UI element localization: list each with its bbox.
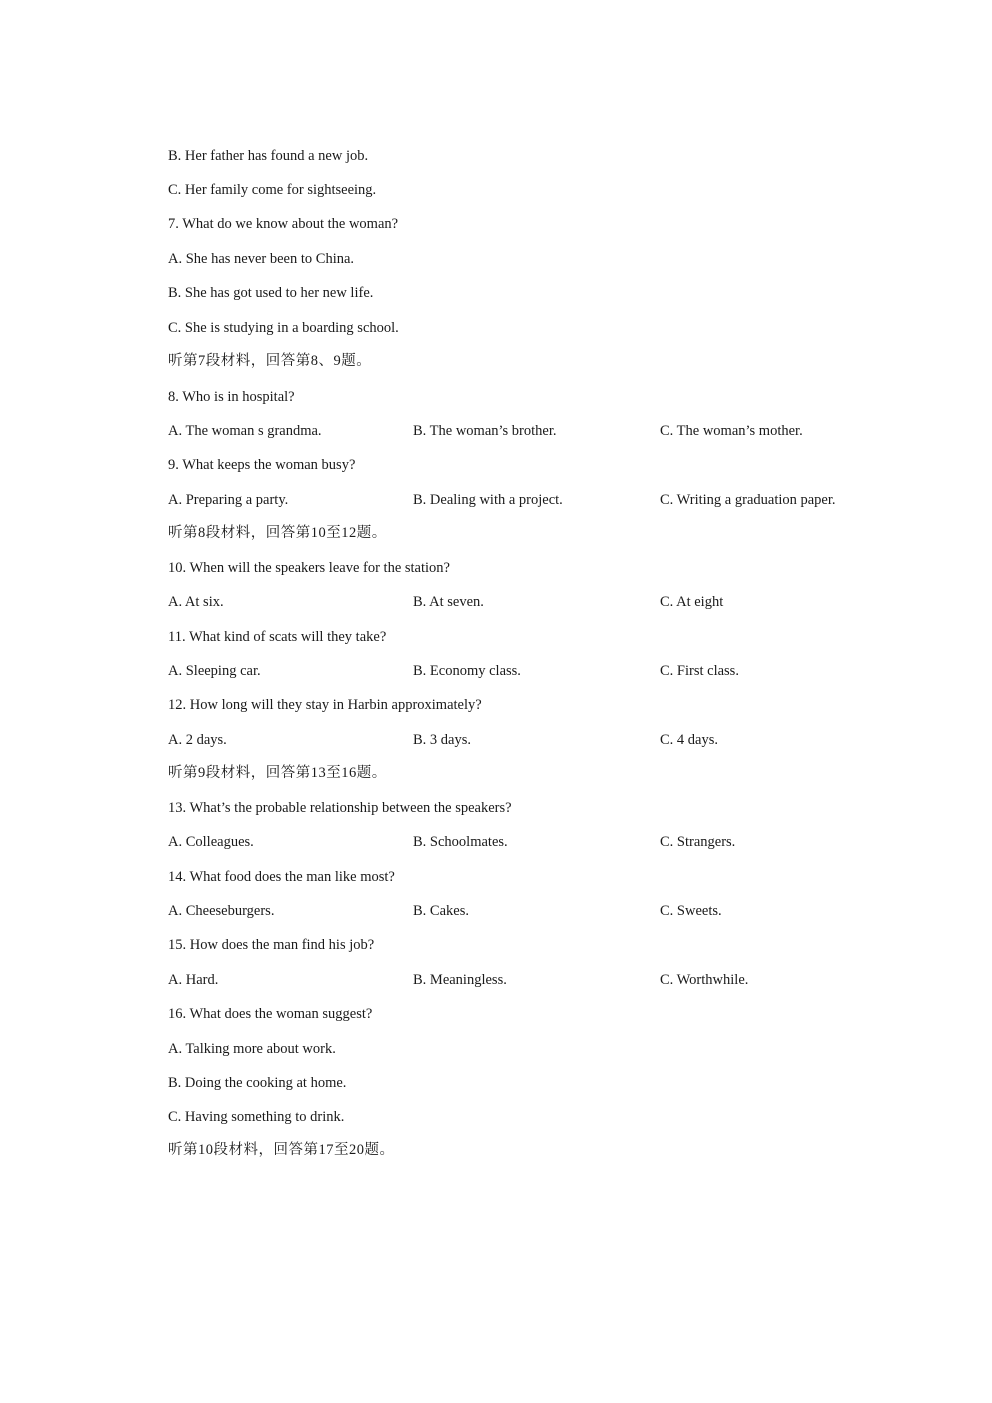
- option-11b: B. Economy class.: [413, 663, 521, 679]
- option-6c: C. Her family come for sightseeing.: [168, 182, 377, 198]
- option-9c: C. Writing a graduation paper.: [660, 492, 836, 508]
- options-row-8: [168, 422, 888, 440]
- option-6b: B. Her father has found a new job.: [168, 148, 369, 164]
- option-7c: C. She is studying in a boarding school.: [168, 320, 399, 336]
- option-12b: B. 3 days.: [413, 732, 471, 748]
- option-11a: A. Sleeping car.: [168, 663, 261, 679]
- option-8c: C. The woman’s mother.: [660, 423, 803, 439]
- option-15b: B. Meaningless.: [413, 972, 507, 988]
- option-8a: A. The woman s grandma.: [168, 423, 322, 439]
- section-instruction-8: 听第8段材料，回答第10至12题。: [168, 525, 387, 541]
- option-7a: A. She has never been to China.: [168, 251, 355, 267]
- option-16c: C. Having something to drink.: [168, 1109, 345, 1125]
- option-10b: B. At seven.: [413, 594, 484, 610]
- option-9b: B. Dealing with a project.: [413, 492, 563, 508]
- section-instruction-10: 听第10段材料，回答第17至20题。: [168, 1142, 395, 1158]
- options-row-12: [168, 731, 888, 749]
- option-8b: B. The woman’s brother.: [413, 423, 557, 439]
- options-row-13: [168, 833, 888, 851]
- option-14a: A. Cheeseburgers.: [168, 903, 275, 919]
- option-9a: A. Preparing a party.: [168, 492, 289, 508]
- question-13: 13. What’s the probable relationship between the speakers?: [168, 800, 512, 816]
- options-row-15: [168, 971, 888, 989]
- option-16b: B. Doing the cooking at home.: [168, 1075, 347, 1091]
- option-15a: A. Hard.: [168, 972, 219, 988]
- option-15c: C. Worthwhile.: [660, 972, 749, 988]
- question-11: 11. What kind of scats will they take?: [168, 629, 387, 645]
- option-11c: C. First class.: [660, 663, 739, 679]
- option-13a: A. Colleagues.: [168, 834, 254, 850]
- option-14b: B. Cakes.: [413, 903, 469, 919]
- option-14c: C. Sweets.: [660, 903, 722, 919]
- section-instruction-7: 听第7段材料，回答第8、9题。: [168, 353, 372, 369]
- options-row-11: [168, 662, 888, 680]
- option-7b: B. She has got used to her new life.: [168, 285, 374, 301]
- options-row-14: [168, 902, 888, 920]
- option-13c: C. Strangers.: [660, 834, 736, 850]
- section-instruction-9: 听第9段材料，回答第13至16题。: [168, 765, 387, 781]
- option-16a: A. Talking more about work.: [168, 1041, 336, 1057]
- option-12c: C. 4 days.: [660, 732, 718, 748]
- question-7: 7. What do we know about the woman?: [168, 216, 399, 232]
- option-12a: A. 2 days.: [168, 732, 227, 748]
- question-8: 8. Who is in hospital?: [168, 389, 295, 405]
- option-10c: C. At eight: [660, 594, 724, 610]
- option-10a: A. At six.: [168, 594, 224, 610]
- options-row-10: [168, 593, 888, 611]
- options-row-9: [168, 491, 888, 509]
- question-12: 12. How long will they stay in Harbin approximately?: [168, 697, 482, 713]
- option-13b: B. Schoolmates.: [413, 834, 508, 850]
- question-14: 14. What food does the man like most?: [168, 869, 395, 885]
- question-15: 15. How does the man find his job?: [168, 937, 375, 953]
- question-16: 16. What does the woman suggest?: [168, 1006, 373, 1022]
- question-9: 9. What keeps the woman busy?: [168, 457, 356, 473]
- question-10: 10. When will the speakers leave for the station?: [168, 560, 450, 576]
